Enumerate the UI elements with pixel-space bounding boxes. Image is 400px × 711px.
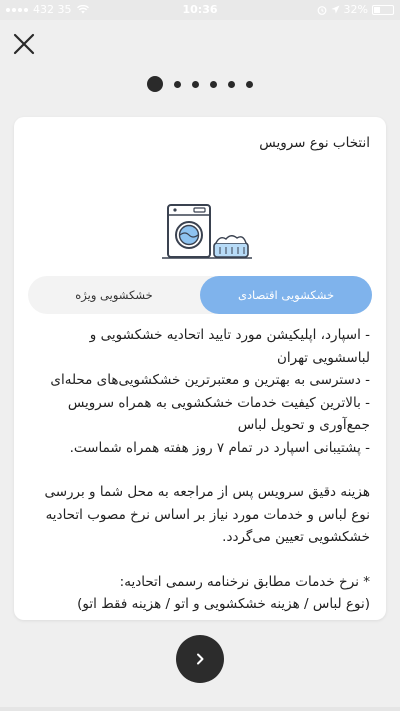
description-line: - پشتیبانی اسپارد در تمام ۷ روز هفته همراه شماست. bbox=[69, 439, 370, 456]
special-dryclean-option[interactable]: خشکشویی ویژه bbox=[75, 288, 153, 302]
step-dot[interactable] bbox=[174, 81, 181, 88]
step-dot[interactable] bbox=[147, 76, 163, 92]
close-button[interactable] bbox=[10, 30, 38, 58]
service-description bbox=[34, 324, 370, 616]
description-line: (نوع لباس / هزینه خشکشویی و اتو / هزینه فقط اتو) bbox=[77, 596, 370, 612]
step-dot[interactable] bbox=[192, 81, 199, 88]
battery-percent: 32% bbox=[343, 3, 368, 16]
next-button[interactable] bbox=[176, 635, 224, 683]
description-line: جمع‌آوری و تحویل لباس bbox=[237, 417, 370, 433]
location-icon bbox=[331, 5, 340, 14]
step-indicator bbox=[0, 76, 400, 92]
description-line: هزینه دقیق سرویس پس از مراجعه به محل شما و بررسی bbox=[44, 484, 370, 500]
description-line: - اسپارد، اپلیکیشن مورد تایید اتحادیه خشکشویی و bbox=[89, 327, 370, 343]
battery-icon bbox=[372, 5, 394, 15]
status-bar bbox=[0, 0, 400, 20]
status-right bbox=[317, 3, 394, 16]
step-dot[interactable] bbox=[210, 81, 217, 88]
rate-note bbox=[34, 571, 370, 616]
step-dot[interactable] bbox=[246, 81, 253, 88]
description-line: لباسشویی تهران bbox=[276, 349, 370, 366]
chevron-right-icon bbox=[193, 652, 207, 666]
service-card bbox=[14, 117, 386, 620]
card-title: انتخاب نوع سرویس bbox=[259, 135, 370, 151]
description-line: - دسترسی به بهترین و معتبرترین خشکشویی‌های محله‌ای bbox=[50, 372, 370, 388]
description-line: - بالاترین کیفیت خدمات خشکشویی به همراه سرویس bbox=[67, 394, 370, 411]
feature-list bbox=[34, 324, 370, 459]
description-line: * نرخ خدمات مطابق نرخنامه رسمی اتحادیه: bbox=[119, 573, 370, 590]
step-dot[interactable] bbox=[228, 81, 235, 88]
washing-machine-icon bbox=[158, 201, 254, 261]
carrier-label: 432 35 bbox=[33, 3, 72, 16]
description-line: خشکشویی تعیین می‌گردد. bbox=[222, 529, 370, 545]
description-line: نوع لباس و خدمات مورد نیاز بر اساس نرخ مصوب اتحادیه bbox=[45, 506, 370, 523]
cost-info bbox=[34, 481, 370, 549]
alarm-icon bbox=[317, 5, 327, 15]
home-indicator bbox=[0, 707, 400, 711]
close-icon bbox=[10, 30, 38, 58]
clock: 10:36 bbox=[182, 3, 218, 16]
service-type-toggle bbox=[28, 276, 372, 314]
economy-dryclean-option[interactable]: خشکشویی اقتصادی bbox=[200, 276, 372, 314]
